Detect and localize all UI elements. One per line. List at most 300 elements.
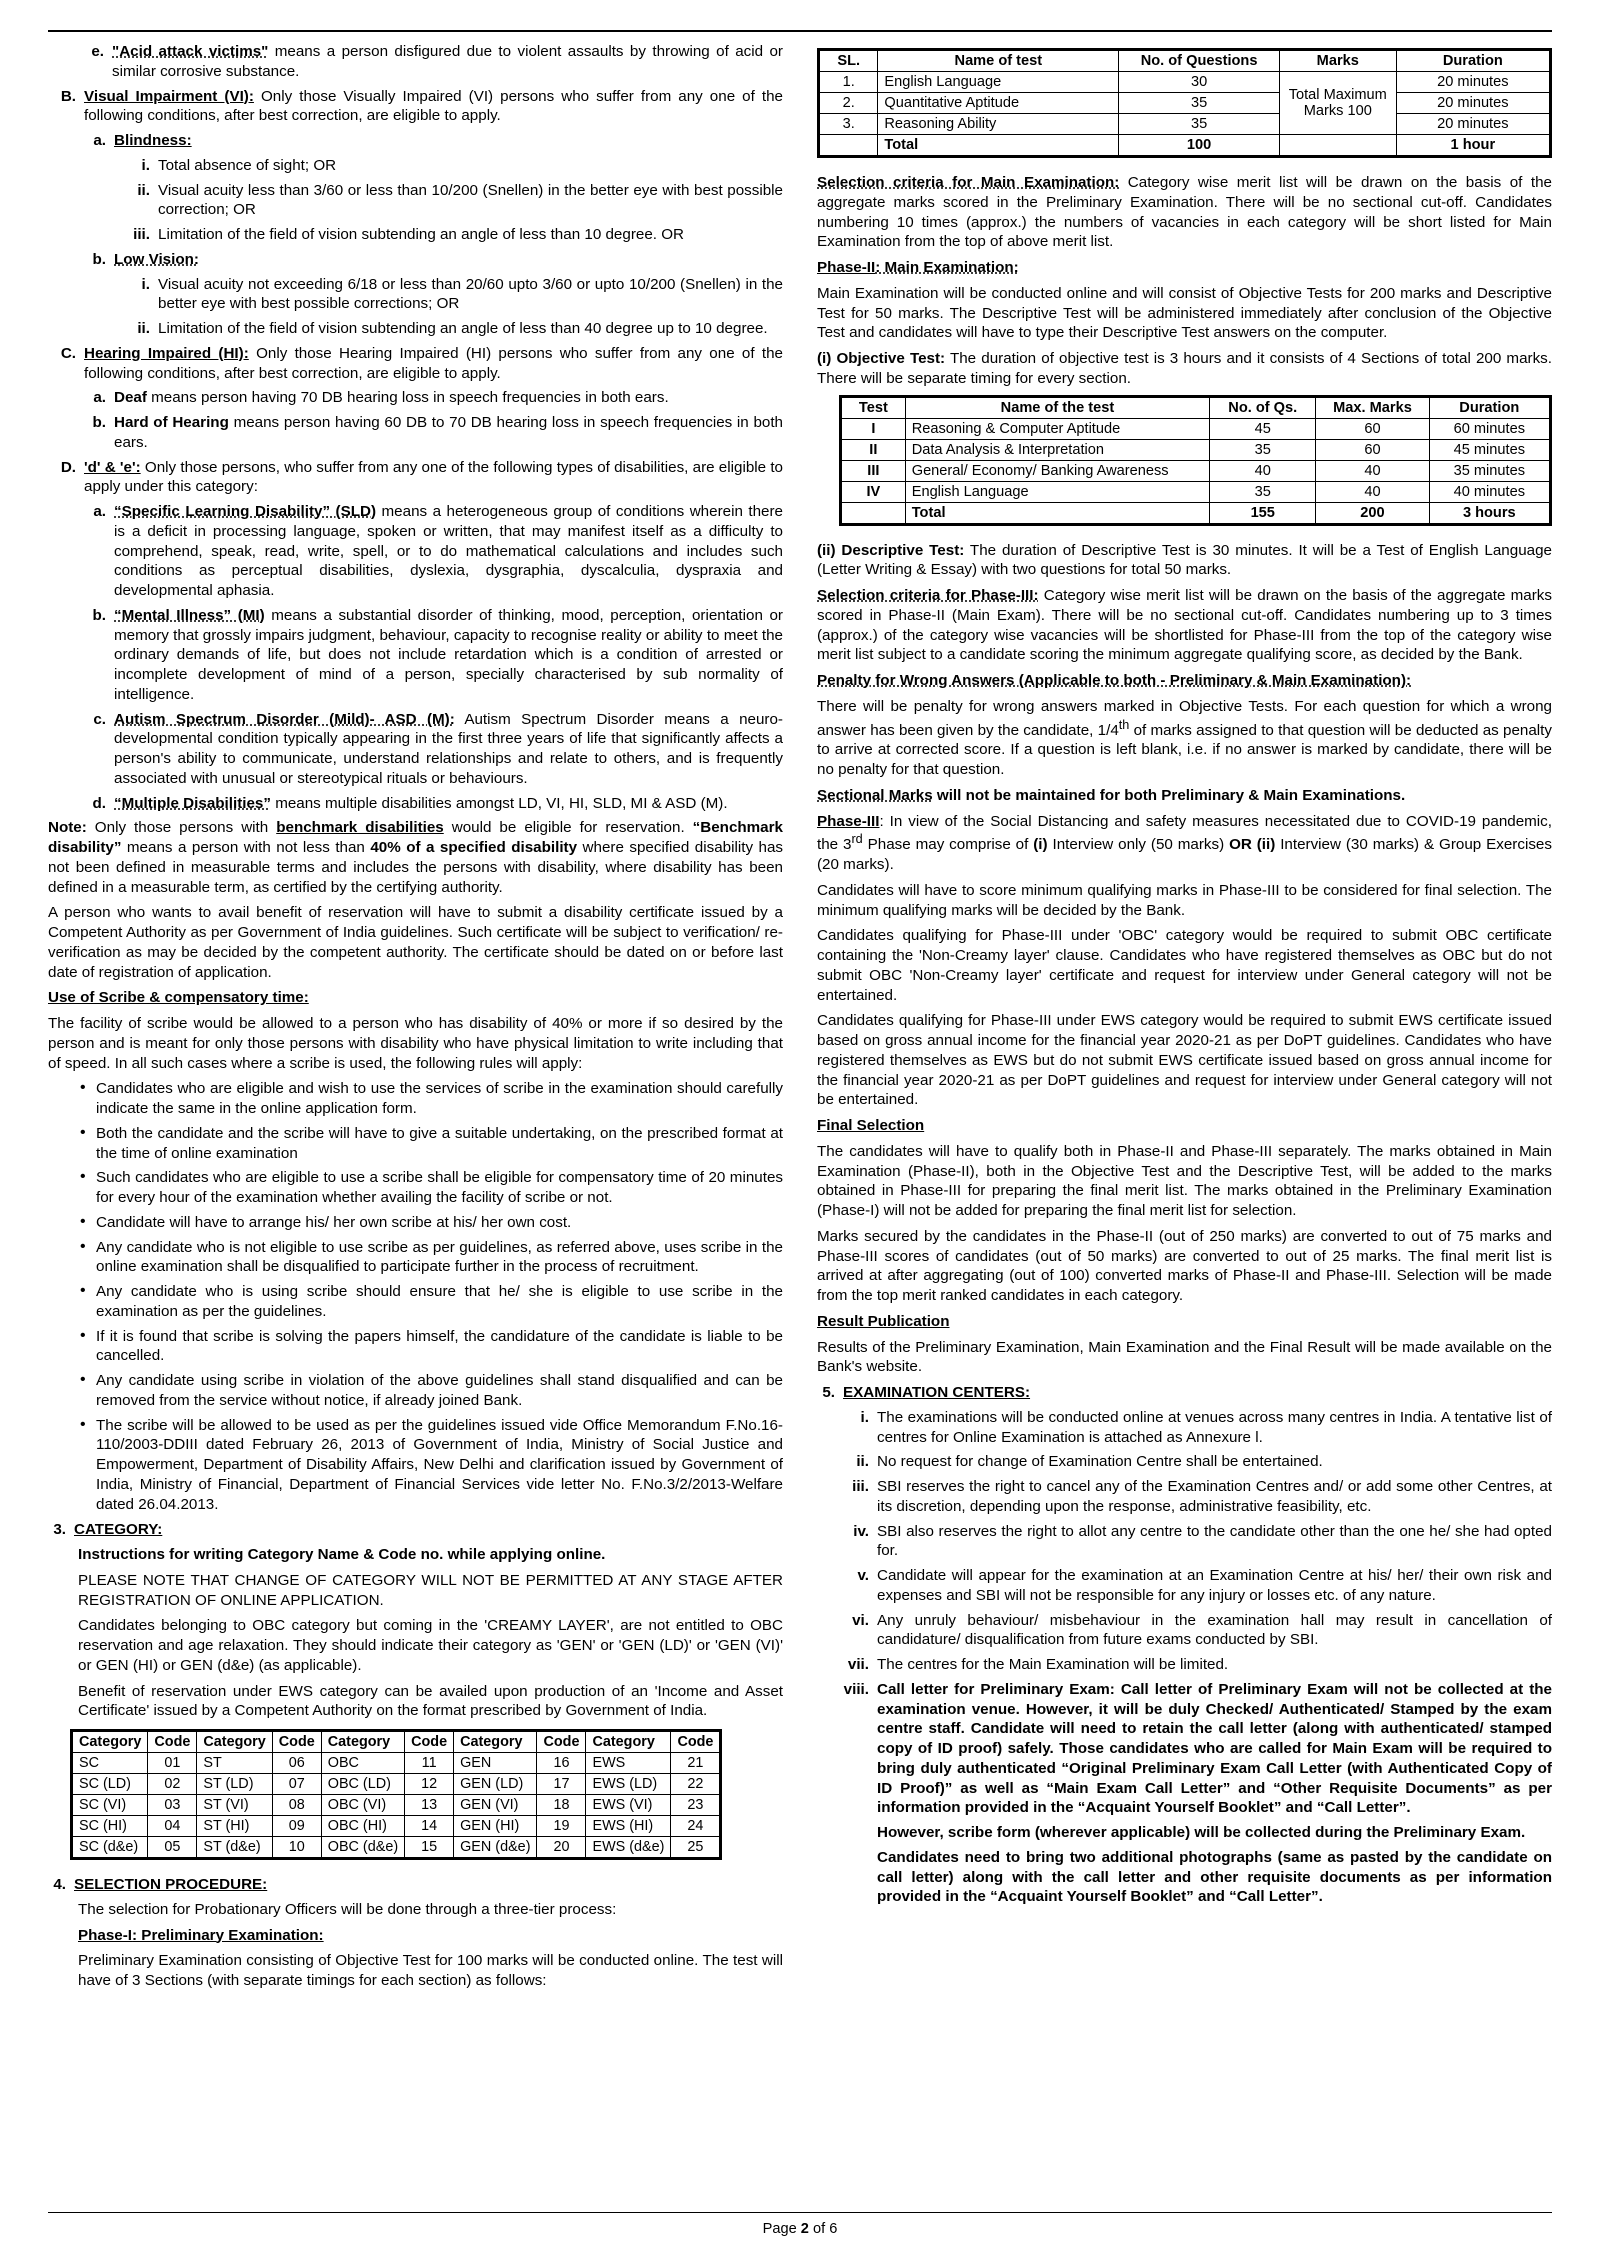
list-item: • Such candidates who are eligible to use a scribe shall be eligible for compensatory time of 20 minutes for every hour of the examination whether availing the facility of scribe or not.	[78, 1168, 783, 1208]
list-marker: iv.	[853, 1522, 869, 1540]
category-code-table	[72, 1731, 720, 1858]
list-marker: d.	[92, 794, 106, 812]
list-text: Limitation of the field of vision subtending an angle of less than 40 degree up to 10 degree.	[158, 320, 768, 337]
table-total-row	[820, 135, 1550, 156]
cell: ST (VI)	[197, 1795, 272, 1816]
cell-total-duration: 3 hours	[1429, 502, 1549, 523]
phase-1-label: Phase-I	[78, 1926, 133, 1944]
note-benchmark-disabilities: benchmark disabilities	[276, 819, 444, 837]
list-item	[843, 1408, 1552, 1448]
phase-1-text: Preliminary Examination consisting of Objective Test for 100 marks will be conducted online. The test will have of 3 Sections (with separate timings for each section) as follows:	[78, 1952, 783, 1989]
cell-sl: 2.	[820, 93, 878, 114]
cell-total-label: Total	[878, 135, 1119, 156]
penalty-text-2: of marks assigned to that question will be deducted as penalty to arrive at corrected score. If a question is left blank, i.e. if no answer is marked by candidate, there will be no penalty for that question.	[817, 721, 1552, 779]
scribe-intro: The facility of scribe would be allowed to a person who has disability of 40% or more if so desired by the person and is meant for only those persons with disability who have physical limitation to write including that of speed. In all such cases where a scribe is used, the following rules will apply:	[48, 1015, 783, 1072]
cell: 06	[272, 1753, 321, 1774]
list-text: Visual acuity less than 3/60 or less than 10/200 (Snellen) in the better eye with best possible correction; OR	[158, 181, 783, 219]
objective-test-paragraph	[817, 349, 1552, 389]
list-marker: a.	[93, 132, 106, 149]
cell: 24	[671, 1816, 720, 1837]
cell: 07	[272, 1774, 321, 1795]
sectional-marks-paragraph	[817, 786, 1552, 806]
cell: OBC (d&e)	[321, 1837, 404, 1858]
list-text: Limitation of the field of vision subtending an angle of less than 10 degree. OR	[158, 226, 684, 243]
phase-3-text-4: Interview (30 marks) & Group Exercises (20 marks).	[817, 836, 1552, 874]
table-row	[820, 72, 1550, 93]
cell: 14	[405, 1816, 454, 1837]
list-item-d-and-e	[56, 458, 783, 498]
table-row	[820, 114, 1550, 135]
cell-max-marks: 40	[1316, 481, 1429, 502]
section-title: CATEGORY:	[74, 1521, 163, 1539]
table-row	[842, 481, 1550, 502]
phase-2-title: : Main Examination:	[875, 259, 1019, 276]
list-marker: viii.	[843, 1680, 869, 1698]
cell-sl: 3.	[820, 114, 878, 135]
cell: SC (LD)	[73, 1774, 148, 1795]
list-marker: b.	[92, 414, 106, 431]
note-label: Note:	[48, 819, 87, 837]
cell: ST (d&e)	[197, 1837, 272, 1858]
cell-total-duration: 1 hour	[1396, 135, 1549, 156]
selection-main-paragraph	[817, 173, 1552, 252]
cell-questions: 35	[1119, 93, 1280, 114]
prelim-table-wrap	[817, 48, 1552, 163]
phase-2-text: Main Examination will be conducted online and will consist of Objective Tests for 200 marks and Descriptive Test for 50 marks. The Descriptive Test will be administered immediately after conclusion of the Objective Test and candidates will have to type their Descriptive Test answers on the computer.	[817, 284, 1552, 342]
list-item	[124, 275, 783, 315]
cell-questions: 30	[1119, 72, 1280, 93]
note-text-3: means a person with not less than	[121, 839, 371, 856]
list-item-low-vision	[86, 250, 783, 270]
term-visual-impairment: Visual Impairment (VI):	[84, 87, 254, 105]
list-marker: b.	[92, 606, 106, 624]
phase-3-para-3: Candidates qualifying for Phase-III under 'OBC' category would be required to submit OBC certificate containing the 'Non-Creamy layer' clause. Candidates who have registered themselves as OBC but do not submit OBC 'Non-Creamy layer' certificate and request for interview under General category will not be entertained.	[817, 927, 1552, 1004]
cell: GEN (LD)	[454, 1774, 537, 1795]
cell-questions: 35	[1210, 439, 1316, 460]
list-marker: ii.	[137, 320, 150, 337]
cell: GEN	[454, 1753, 537, 1774]
list-marker: a.	[93, 503, 106, 520]
list-item	[86, 388, 783, 408]
descriptive-test-paragraph	[817, 541, 1552, 581]
selection-main-label: Selection criteria for Main Examination:	[817, 174, 1120, 191]
list-marker: a.	[93, 389, 106, 407]
col-code-4: Code	[537, 1732, 586, 1753]
phase-3-option-i: (i)	[1033, 836, 1048, 854]
phase-3-para-2: Candidates will have to score minimum qualifying marks in Phase-III to be considered for final selection. The minimum qualifying marks will be decided by the Bank.	[817, 881, 1552, 919]
cell-duration: 20 minutes	[1396, 72, 1549, 93]
list-text: SBI reserves the right to cancel any of the Examination Centres and/ or add some other Centres, at its discretion, depending upon the response, administrative feasibility, etc.	[877, 1478, 1552, 1515]
col-category-2: Category	[197, 1732, 272, 1753]
phase-2-label: Phase-II	[817, 259, 876, 276]
section-marker: 4.	[53, 1876, 66, 1893]
list-item-hearing-impaired	[56, 344, 783, 384]
list-item: • Both the candidate and the scribe will have to give a suitable undertaking, on the prescribed format at the time of online examination	[78, 1124, 783, 1164]
list-item-blindness	[86, 131, 783, 151]
note-text-4: where specified disability has not been defined in measurable terms and includes the persons with disability, where disability has been defined in a measurable term, as certified by the certifying authority.	[48, 839, 783, 896]
col-category-5: Category	[586, 1732, 671, 1753]
cell: EWS (d&e)	[586, 1837, 671, 1858]
cell-test-name: Reasoning Ability	[878, 114, 1119, 135]
phase-3-superscript: rd	[851, 832, 863, 847]
list-item	[843, 1452, 1552, 1472]
cell: 02	[148, 1774, 197, 1795]
list-item: • If it is found that scribe is solving the papers himself, the candidature of the candidate is liable to be cancelled.	[78, 1327, 783, 1367]
list-marker: i.	[141, 275, 150, 293]
cell: 15	[405, 1837, 454, 1858]
cell: 25	[671, 1837, 720, 1858]
cell-max-marks: 60	[1316, 418, 1429, 439]
list-marker: i.	[141, 156, 150, 174]
cell: OBC	[321, 1753, 404, 1774]
term-d-and-e: 'd' & 'e':	[84, 458, 141, 476]
list-text: Any unruly behaviour/ misbehaviour in the examination hall may result in cancellation of candidature/ disqualification from future exams conducted by SBI.	[877, 1611, 1552, 1649]
phase-1-title: : Preliminary Examination:	[132, 1926, 324, 1944]
cell-marks-merged: Total Maximum Marks 100	[1279, 72, 1396, 135]
cell-max-marks: 60	[1316, 439, 1429, 460]
list-item	[124, 156, 783, 176]
cell-duration: 20 minutes	[1396, 93, 1549, 114]
cell: EWS	[586, 1753, 671, 1774]
page-top-rule	[48, 30, 1552, 32]
list-text: Total absence of sight; OR	[158, 156, 337, 174]
list-text: SBI also reserves the right to allot any centre to the candidate other than the one he/ she had opted for.	[877, 1522, 1552, 1560]
col-name-of-the-test: Name of the test	[905, 397, 1209, 418]
cell-test: III	[842, 460, 906, 481]
list-marker: D.	[60, 458, 76, 476]
term-multiple-disabilities: “Multiple Disabilities”	[114, 794, 271, 812]
section-title: SELECTION PROCEDURE:	[74, 1876, 268, 1893]
cell	[842, 502, 906, 523]
definition-text: means person having 70 DB hearing loss in speech frequencies in both ears.	[146, 389, 669, 407]
list-item	[843, 1655, 1552, 1675]
definition-text: means a substantial disorder of thinking, mood, perception, orientation or memory that grossly impairs judgment, behaviour, capacity to recognise reality or ability to meet the ordinary demands of life, but does not include retardation which is a condition of arrested or incomplete development of mind of a person, specially characterised by sub normality of intelligence.	[114, 606, 783, 703]
table-header-row	[820, 51, 1550, 72]
table-row	[73, 1753, 720, 1774]
descriptive-test-text: The duration of Descriptive Test is 30 minutes. It will be a Test of English Language (Letter Writing & Essay) with two questions for total 50 marks.	[817, 541, 1552, 579]
list-marker: ii.	[137, 181, 150, 199]
phase-3-paragraph	[817, 812, 1552, 875]
cell-test: I	[842, 418, 906, 439]
selection-phase3-paragraph	[817, 586, 1552, 665]
list-marker: b.	[92, 250, 106, 268]
col-no-of-qs: No. of Qs.	[1210, 397, 1316, 418]
section-title: EXAMINATION CENTERS:	[843, 1384, 1031, 1402]
cell: GEN (VI)	[454, 1795, 537, 1816]
list-text: The examinations will be conducted online at venues across many centres in India. A tentative list of centres for Online Examination is attached as Annexure l.	[877, 1408, 1552, 1446]
cell: 16	[537, 1753, 586, 1774]
call-letter-paragraph	[877, 1680, 1552, 1818]
list-item-call-letter	[843, 1680, 1552, 1907]
scribe-rules-list	[48, 1079, 783, 1514]
cell: EWS (VI)	[586, 1795, 671, 1816]
term-hearing-impaired: Hearing Impaired (HI):	[84, 344, 249, 362]
cell: GEN (d&e)	[454, 1837, 537, 1858]
list-item	[843, 1566, 1552, 1606]
descriptive-test-label: (ii) Descriptive Test:	[817, 541, 965, 559]
page-number: Page 2 of 6	[762, 2221, 838, 2237]
penalty-heading: Penalty for Wrong Answers (Applicable to both - Preliminary & Main Examination):	[817, 672, 1412, 689]
certificate-paragraph: A person who wants to avail benefit of reservation will have to submit a disability certificate issued by a Competent Authority as per Government of India guidelines. Such certificate will be subject to verification/ re-verification as may be decided by the competent authority. The certificate should be dated on or before last date of registration of application.	[48, 904, 783, 981]
list-item	[843, 1611, 1552, 1651]
section-3-category	[48, 1520, 783, 1540]
col-max-marks: Max. Marks	[1316, 397, 1429, 418]
category-note-1: PLEASE NOTE THAT CHANGE OF CATEGORY WILL NOT BE PERMITTED AT ANY STAGE AFTER REGISTRATION OF ONLINE APPLICATION.	[78, 1571, 783, 1609]
cell: SC (HI)	[73, 1816, 148, 1837]
cell-duration: 60 minutes	[1429, 418, 1549, 439]
term-blindness: Blindness:	[114, 132, 192, 149]
phase-2-heading	[817, 258, 1552, 278]
cell: 23	[671, 1795, 720, 1816]
page-footer	[0, 2212, 1600, 2237]
cell-total-label: Total	[905, 502, 1209, 523]
list-item	[86, 794, 783, 814]
list-marker: i.	[860, 1408, 869, 1426]
cell: GEN (HI)	[454, 1816, 537, 1837]
main-exam-table-wrap	[817, 395, 1552, 531]
list-marker: v.	[857, 1567, 869, 1585]
table-row	[73, 1816, 720, 1837]
cell: ST	[197, 1753, 272, 1774]
cell: EWS (LD)	[586, 1774, 671, 1795]
term-autism-spectrum-disorder: Autism Spectrum Disorder (Mild)- ASD (M):	[114, 710, 455, 728]
cell-total-questions: 155	[1210, 502, 1316, 523]
table-row	[73, 1837, 720, 1858]
list-item: • Any candidate who is using scribe should ensure that he/ she is eligible to use scribe in the examination as per the guidelines.	[78, 1282, 783, 1322]
cell: 10	[272, 1837, 321, 1858]
cell-questions: 35	[1119, 114, 1280, 135]
penalty-text-1: There will be penalty for wrong answers marked in Objective Tests. For each question for which a wrong answer has been given by the candidate, 1/4	[817, 697, 1552, 739]
table-row	[73, 1774, 720, 1795]
term-deaf: Deaf	[114, 389, 147, 407]
sectional-marks-text: will not be maintained for both Preliminary & Main Examinations.	[932, 786, 1406, 804]
list-item	[86, 502, 783, 601]
table-header-row	[842, 397, 1550, 418]
term-mental-illness: “Mental Illness” (MI)	[114, 606, 265, 624]
two-column-layout	[48, 42, 1552, 1997]
note-paragraph	[48, 818, 783, 897]
col-category-4: Category	[454, 1732, 537, 1753]
cell-test: II	[842, 439, 906, 460]
cell: SC (d&e)	[73, 1837, 148, 1858]
definition-text: Only those Visually Impaired (VI) persons who suffer from any one of the following conditions, after best correction, are eligible to apply.	[84, 87, 783, 125]
phase-3-text-3: Interview only (50 marks)	[1047, 836, 1230, 854]
cell-questions: 40	[1210, 460, 1316, 481]
cell: EWS (HI)	[586, 1816, 671, 1837]
table-row	[820, 93, 1550, 114]
penalty-paragraph	[817, 697, 1552, 780]
definition-text: means person having 60 DB to 70 DB hearing loss in speech frequencies in both ears.	[114, 414, 784, 451]
result-publication-heading: Result Publication	[817, 1312, 950, 1330]
list-item: • Candidates who are eligible and wish to use the services of scribe in the examination should carefully indicate the same in the online application form.	[78, 1079, 783, 1119]
call-letter-para-3: Candidates need to bring two additional photographs (same as pasted by the candidate on call letter) along with the call letter and other requisite documents as per information provided in the “Acquaint Yourself Booklet” and “Call Letter”.	[877, 1848, 1552, 1906]
category-code-table-wrap	[48, 1729, 783, 1865]
selection-phase3-text: Category wise merit list will be drawn on the basis of the aggregate marks scored in Phase-II (Main Exam). There will be no sectional cut-off. Candidates numbering up to 3 times (approx.) of the category wise vacancies will be shortlisted for Phase-III from the top of the category wise merit list subject to a candidate scoring the minimum aggregate qualifying score, as decided by the Bank.	[817, 587, 1552, 664]
objective-test-text: The duration of objective test is 3 hours and it consists of 4 Sections of total 200 marks. There will be separate timing for every section.	[817, 350, 1552, 387]
call-letter-text: Call letter of Preliminary Exam will not be collected at the examination venue. However, it will be duly Checked/ Authenticated/ Stamped by the exam centre staff. Candidate will need to retain the call letter (along with authenticated/ stamped copy of ID proof) safely. Those candidates who are called for Main Exam will be required to bring duly authenticated “Original Preliminary Exam Call Letter (with Authenticated Copy of ID Proof)” as well as “Main Exam Call Letter” and “Other Requisite Documents” as per information provided in the “Acquaint Yourself Booklet” and “Call Letter”.	[877, 1680, 1553, 1817]
note-benchmark-term: “Benchmark disability”	[48, 819, 783, 856]
list-item: • Any candidate using scribe in violation of the above guidelines shall stand disqualified and can be removed from the service without notice, if already joined Bank.	[78, 1371, 783, 1411]
cell: 18	[537, 1795, 586, 1816]
cell-duration: 40 minutes	[1429, 481, 1549, 502]
cell-questions: 35	[1210, 481, 1316, 502]
result-publication-text: Results of the Preliminary Examination, Main Examination and the Final Result will be made available on the Bank's website.	[817, 1338, 1552, 1376]
cell: 05	[148, 1837, 197, 1858]
list-marker: vi.	[852, 1611, 869, 1629]
cell: 21	[671, 1753, 720, 1774]
col-no-of-questions: No. of Questions	[1119, 51, 1280, 72]
list-marker: iii.	[133, 226, 150, 243]
cell: 03	[148, 1795, 197, 1816]
term-acid-attack-victims: "Acid attack victims"	[112, 43, 269, 60]
table-row	[73, 1795, 720, 1816]
definition-text: Autism Spectrum Disorder means a neuro-developmental condition typically appearing in the first three years of life that significantly affects a person's ability to communicate, understand relationships and relate to others, and is frequently associated with unusual or stereotypical rituals or behaviours.	[114, 710, 783, 787]
cell-test-name: Data Analysis & Interpretation	[905, 439, 1209, 460]
section-4-selection-procedure	[48, 1875, 783, 1895]
col-sl: SL.	[820, 51, 878, 72]
cell: 12	[405, 1774, 454, 1795]
note-text-2: would be eligible for reservation.	[443, 819, 693, 837]
cell-duration: 45 minutes	[1429, 439, 1549, 460]
definition-text: means multiple disabilities amongst LD, VI, HI, SLD, MI & ASD (M).	[270, 794, 728, 812]
col-name-of-test: Name of test	[878, 51, 1119, 72]
selection-intro: The selection for Probationary Officers will be done through a three-tier process:	[78, 1900, 617, 1918]
cell: ST (LD)	[197, 1774, 272, 1795]
table-header-row	[73, 1732, 720, 1753]
phase-3-para-4: Candidates qualifying for Phase-III under EWS category would be required to submit EWS certificate issued based on gross annual income for the financial year 2020-21 as per DoPT guidelines. Candidates who have registered themselves as EWS but do not submit EWS certificate issued based on gross annual income for the financial year 2020-21 as per DoPT guidelines and request for interview under General category will not be entertained.	[817, 1012, 1552, 1109]
call-letter-lead: Call letter for Preliminary Exam:	[877, 1680, 1115, 1698]
col-duration: Duration	[1396, 51, 1549, 72]
category-note-2: Candidates belonging to OBC category but coming in the 'CREAMY LAYER', are not entitled to OBC reservation and age relaxation. They should indicate their category as 'GEN' or 'GEN (LD)' or 'GEN (VI)' or GEN (HI) or GEN (d&e) (as applicable).	[78, 1617, 783, 1674]
cell: OBC (HI)	[321, 1816, 404, 1837]
list-text: No request for change of Examination Centre shall be entertained.	[877, 1453, 1323, 1471]
list-item	[124, 319, 783, 339]
selection-phase3-label: Selection criteria for Phase-III:	[817, 587, 1039, 604]
list-item-visual-impairment	[56, 87, 783, 127]
list-item	[86, 413, 783, 453]
prelim-table-outer	[817, 48, 1552, 158]
cell-questions: 45	[1210, 418, 1316, 439]
phase-3-text-1: : In view of the Social Distancing and safety measures necessitated due to COVID-19 pandemic, the 3	[817, 812, 1552, 854]
list-marker: ii.	[856, 1453, 869, 1471]
col-category-3: Category	[321, 1732, 404, 1753]
list-item	[86, 606, 783, 705]
definition-text: Only those Hearing Impaired (HI) persons who suffer from any one of the following conditions, after best correction, are eligible to apply.	[84, 344, 783, 382]
cell-test-name: English Language	[878, 72, 1119, 93]
col-duration: Duration	[1429, 397, 1549, 418]
cell: OBC (LD)	[321, 1774, 404, 1795]
scribe-heading: Use of Scribe & compensatory time:	[48, 989, 309, 1007]
cell-duration: 20 minutes	[1396, 114, 1549, 135]
list-marker: e.	[91, 43, 104, 60]
list-item: • Candidate will have to arrange his/ her own scribe at his/ her own cost.	[78, 1213, 783, 1233]
term-specific-learning-disability: “Specific Learning Disability” (SLD)	[114, 503, 377, 520]
final-selection-heading: Final Selection	[817, 1117, 925, 1135]
section-marker: 3.	[53, 1521, 66, 1539]
definition-text: means a person disfigured due to violent assaults by throwing of acid or similar corrosive substance.	[112, 43, 783, 80]
cell: 08	[272, 1795, 321, 1816]
list-marker: c.	[93, 710, 106, 728]
list-item	[843, 1477, 1552, 1517]
cell-duration: 35 minutes	[1429, 460, 1549, 481]
cell: SC (VI)	[73, 1795, 148, 1816]
cell: 01	[148, 1753, 197, 1774]
col-code-5: Code	[671, 1732, 720, 1753]
objective-test-label: (i) Objective Test:	[817, 350, 946, 367]
definition-text: means a heterogeneous group of conditions wherein there is a deficit in processing language, spoken or written, that may manifest itself as a difficulty to comprehend, speak, read, write, spell, or to do mathematical calculations and includes such conditions as perceptual disabilities, dyslexia, dysgraphia, dyscalculia, dyspraxia and developmental aphasia.	[114, 503, 784, 599]
list-item: • Any candidate who is not eligible to use scribe as per guidelines, as referred above, uses scribe in the online examination shall be disqualified to participate further in the process of recruitment.	[78, 1238, 783, 1278]
cell-test-name: English Language	[905, 481, 1209, 502]
col-category-1: Category	[73, 1732, 148, 1753]
cell: ST (HI)	[197, 1816, 272, 1837]
list-text: Visual acuity not exceeding 6/18 or less than 20/60 upto 3/60 or upto 10/200 (Snellen) in the better eye with best possible corrections; OR	[158, 275, 783, 313]
list-item	[843, 1522, 1552, 1562]
phase-1-heading	[78, 1926, 783, 1946]
footer-rule	[48, 2212, 1552, 2213]
left-column	[48, 42, 783, 1997]
cell: 11	[405, 1753, 454, 1774]
cell: 09	[272, 1816, 321, 1837]
cell-total-questions: 100	[1119, 135, 1280, 156]
list-text: Candidate will appear for the examination at an Examination Centre at his/ her/ their own risk and expenses and SBI will not be responsible for any injury or losses etc. of any nature.	[877, 1567, 1552, 1604]
cell: 04	[148, 1816, 197, 1837]
table-total-row	[842, 502, 1550, 523]
list-item	[78, 42, 783, 82]
list-marker: iii.	[852, 1478, 869, 1496]
note-percent: 40% of a specified disability	[370, 839, 578, 856]
penalty-superscript: th	[1118, 717, 1130, 732]
final-selection-para-2: Marks secured by the candidates in the Phase-II (out of 250 marks) are converted to out of 75 marks and Phase-III scores of candidates (out of 50 marks) are converted to out of 25 marks. The final merit list is arrived at after aggregating (out of 100) converted marks of Phase-II and Phase-III. Selection will be made from the top merit ranked candidates in each category.	[817, 1227, 1552, 1305]
cell: 22	[671, 1774, 720, 1795]
term-low-vision: Low Vision:	[114, 250, 199, 268]
main-exam-table	[841, 397, 1550, 524]
category-instructions: Instructions for writing Category Name & Code no. while applying online.	[78, 1546, 606, 1563]
cell-max-marks: 40	[1316, 460, 1429, 481]
final-selection-para-1: The candidates will have to qualify both in Phase-II and Phase-III separately. The marks obtained in Main Examination (Phase-II), both in the Objective Test and the Descriptive Test, will be added to the marks obtained in Phase-III for preparing the final merit list. The marks obtained in the Preliminary Examination (Phase-I) will not be added for preparing the final merit list for selection.	[817, 1142, 1552, 1220]
cell-test-name: General/ Economy/ Banking Awareness	[905, 460, 1209, 481]
col-test: Test	[842, 397, 906, 418]
cell-sl: 1.	[820, 72, 878, 93]
list-marker: C.	[60, 344, 76, 362]
phase-3-option-ii: OR (ii)	[1229, 836, 1276, 854]
cell-total-marks: 200	[1316, 502, 1429, 523]
table-row	[842, 439, 1550, 460]
section-5-examination-centers	[817, 1383, 1552, 1403]
main-exam-table-outer	[839, 395, 1552, 526]
preliminary-exam-table	[819, 50, 1550, 156]
list-marker: B.	[60, 87, 76, 105]
list-item: • The scribe will be allowed to be used as per the guidelines issued vide Office Memorandum F.No.16-110/2003-DDIII dated February 26, 2013 of Government of India, Ministry of Social Justice and Empowerment, Department of Disability Affairs, New Delhi and clarification issued by Government of India, Ministry of Financial, Department of Financial Services vide letter No. F.No.3/2/2013-Welfare dated 26.04.2013.	[78, 1416, 783, 1515]
col-code-3: Code	[405, 1732, 454, 1753]
selection-main-text: Category wise merit list will be drawn on the basis of the aggregate marks scored in the Preliminary Examination. There will be no sectional cut-off. Candidates numbering 10 times (approx.) the numbers of vacancies in each category will be short listed for Main Examination from the top of above merit list.	[817, 174, 1552, 251]
col-code-1: Code	[148, 1732, 197, 1753]
category-code-table-outer	[70, 1729, 722, 1860]
table-row	[842, 418, 1550, 439]
cell: OBC (VI)	[321, 1795, 404, 1816]
cell: 13	[405, 1795, 454, 1816]
definition-text: Only those persons, who suffer from any one of the following types of disabilities, are eligible to apply under this category:	[84, 458, 783, 496]
cell: 19	[537, 1816, 586, 1837]
list-item	[124, 181, 783, 221]
phase-3-text-2: Phase may comprise of	[862, 836, 1034, 854]
col-code-2: Code	[272, 1732, 321, 1753]
table-row	[842, 460, 1550, 481]
list-marker: vii.	[847, 1656, 869, 1674]
term-hard-of-hearing: Hard of Hearing	[114, 414, 229, 431]
list-text: The centres for the Main Examination will be limited.	[877, 1656, 1229, 1674]
cell: SC	[73, 1753, 148, 1774]
right-column	[817, 42, 1552, 1912]
